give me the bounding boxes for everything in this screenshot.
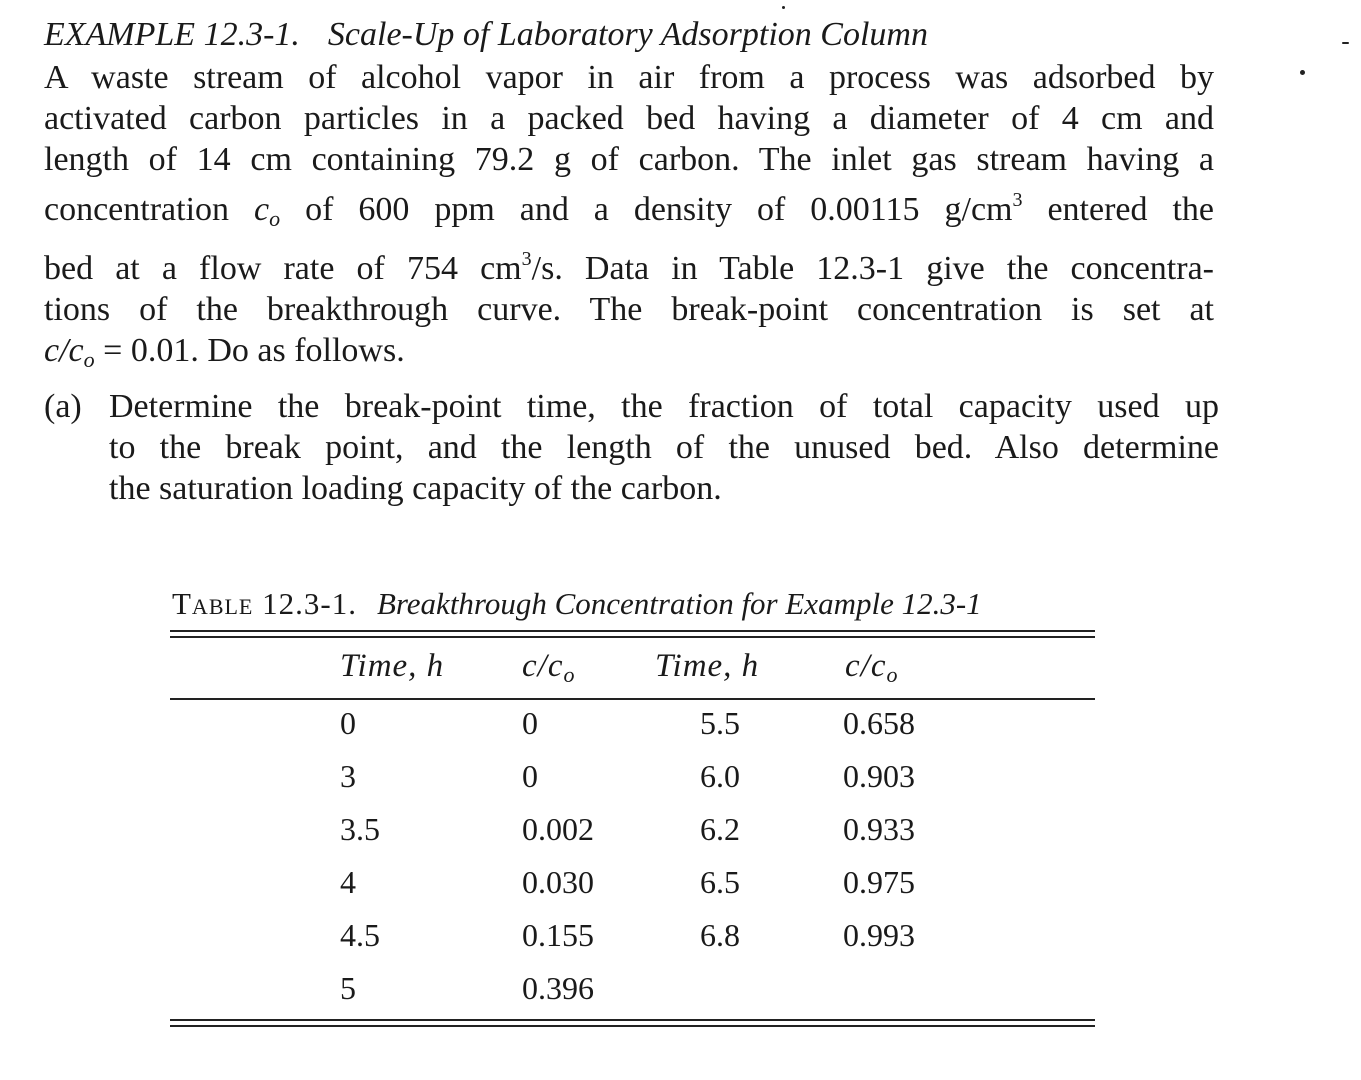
table-cell-ratio: 0: [522, 705, 538, 741]
inlet-concentration-symbol: c: [254, 191, 270, 228]
header-ratio-left-text: c/c: [522, 648, 564, 684]
table-cell-ratio: 0.933: [843, 811, 915, 847]
table-cell-time: 4: [340, 864, 356, 900]
table-cell-ratio: 0.155: [522, 917, 594, 953]
part-a-line-3: the saturation loading capacity of the carbon.: [109, 470, 722, 507]
table-cell-time: 6.8: [700, 917, 740, 953]
flow-unit-exponent: 3: [521, 248, 532, 270]
table-cell-ratio: 0.030: [522, 864, 594, 900]
table-cell-time: 6.0: [700, 758, 740, 794]
density-unit-exponent: 3: [1012, 189, 1023, 211]
table-title: Breakthrough Concentration for Example 12.3-1: [376, 586, 982, 621]
header-ratio-right-text: c/c: [845, 648, 887, 684]
table-cell-ratio: 0.002: [522, 811, 594, 847]
scan-speck: [1300, 70, 1305, 75]
break-point-ratio-subscript: o: [83, 347, 95, 372]
example-heading: [44, 16, 928, 54]
table-cell-time: 6.2: [700, 811, 740, 847]
scan-speck: [782, 6, 785, 9]
problem-line-7-b: = 0.01. Do as follows.: [103, 332, 405, 369]
table-bottom-rule-second: [170, 1025, 1095, 1027]
table-cell-time: 3.5: [340, 811, 380, 847]
problem-line-4-end: entered the: [1047, 191, 1215, 228]
table-header-rule: [170, 698, 1095, 700]
table-cell-time: 0: [340, 705, 356, 741]
problem-line-4-a: concentration: [44, 191, 230, 228]
header-time-right: Time, h: [655, 648, 760, 684]
table-cell-time: 3: [340, 758, 356, 794]
problem-line-6: tions of the breakthrough curve. The break-point concentration is set at: [44, 291, 1214, 328]
example-number: EXAMPLE 12.3-1.: [44, 16, 300, 53]
table-cell-ratio: 0.993: [843, 917, 915, 953]
problem-statement: [44, 57, 1214, 380]
table-cell-ratio: 0.903: [843, 758, 915, 794]
part-a-line-1: Determine the break-point time, the fraction of total capacity used up: [109, 388, 1219, 425]
header-ratio-right-subscript: o: [886, 662, 899, 687]
problem-line-5-b: /s. Data in Table 12.3-1 give the concentra-: [531, 250, 1214, 287]
table-cell-ratio: 0.975: [843, 864, 915, 900]
header-ratio-right: [845, 648, 898, 688]
break-point-ratio-symbol: c/c: [44, 332, 84, 369]
table-cell-time: 5: [340, 970, 356, 1006]
scan-speck: [1342, 42, 1349, 44]
table-top-rule: [170, 630, 1095, 632]
table-label: Table 12.3-1.: [172, 586, 357, 621]
problem-line-4: [44, 180, 1214, 239]
part-a-line-2: to the break point, and the length of the unused bed. Also determine: [109, 429, 1219, 466]
table-cell-time: 5.5: [700, 705, 740, 741]
table-cell-time: 4.5: [340, 917, 380, 953]
table-bottom-rule: [170, 1019, 1095, 1021]
problem-line-1: A waste stream of alcohol vapor in air from a process was adsorbed by: [44, 59, 1214, 96]
header-ratio-left: [522, 648, 575, 688]
problem-line-5-a: bed at a flow rate of 754 cm: [44, 250, 522, 287]
problem-line-4-b: of 600 ppm and a density of 0.00115 g/cm: [305, 191, 1013, 228]
part-a: [44, 386, 1219, 509]
part-a-label: (a): [44, 388, 82, 425]
problem-line-2: activated carbon particles in a packed bed having a diameter of 4 cm and: [44, 100, 1214, 137]
example-title: Scale-Up of Laboratory Adsorption Column: [327, 16, 928, 53]
table-cell-ratio: 0: [522, 758, 538, 794]
problem-line-7: [44, 330, 1214, 380]
problem-line-3: length of 14 cm containing 79.2 g of carbon. The inlet gas stream having a: [44, 141, 1214, 178]
table-cell-time: 6.5: [700, 864, 740, 900]
inlet-concentration-subscript: o: [269, 206, 281, 231]
header-ratio-left-subscript: o: [563, 662, 576, 687]
table-caption: [172, 586, 982, 622]
problem-line-5: [44, 239, 1214, 289]
header-time-left: Time, h: [340, 648, 445, 684]
table-top-rule-second: [170, 636, 1095, 638]
table-cell-ratio: 0.658: [843, 705, 915, 741]
table-cell-ratio: 0.396: [522, 970, 594, 1006]
